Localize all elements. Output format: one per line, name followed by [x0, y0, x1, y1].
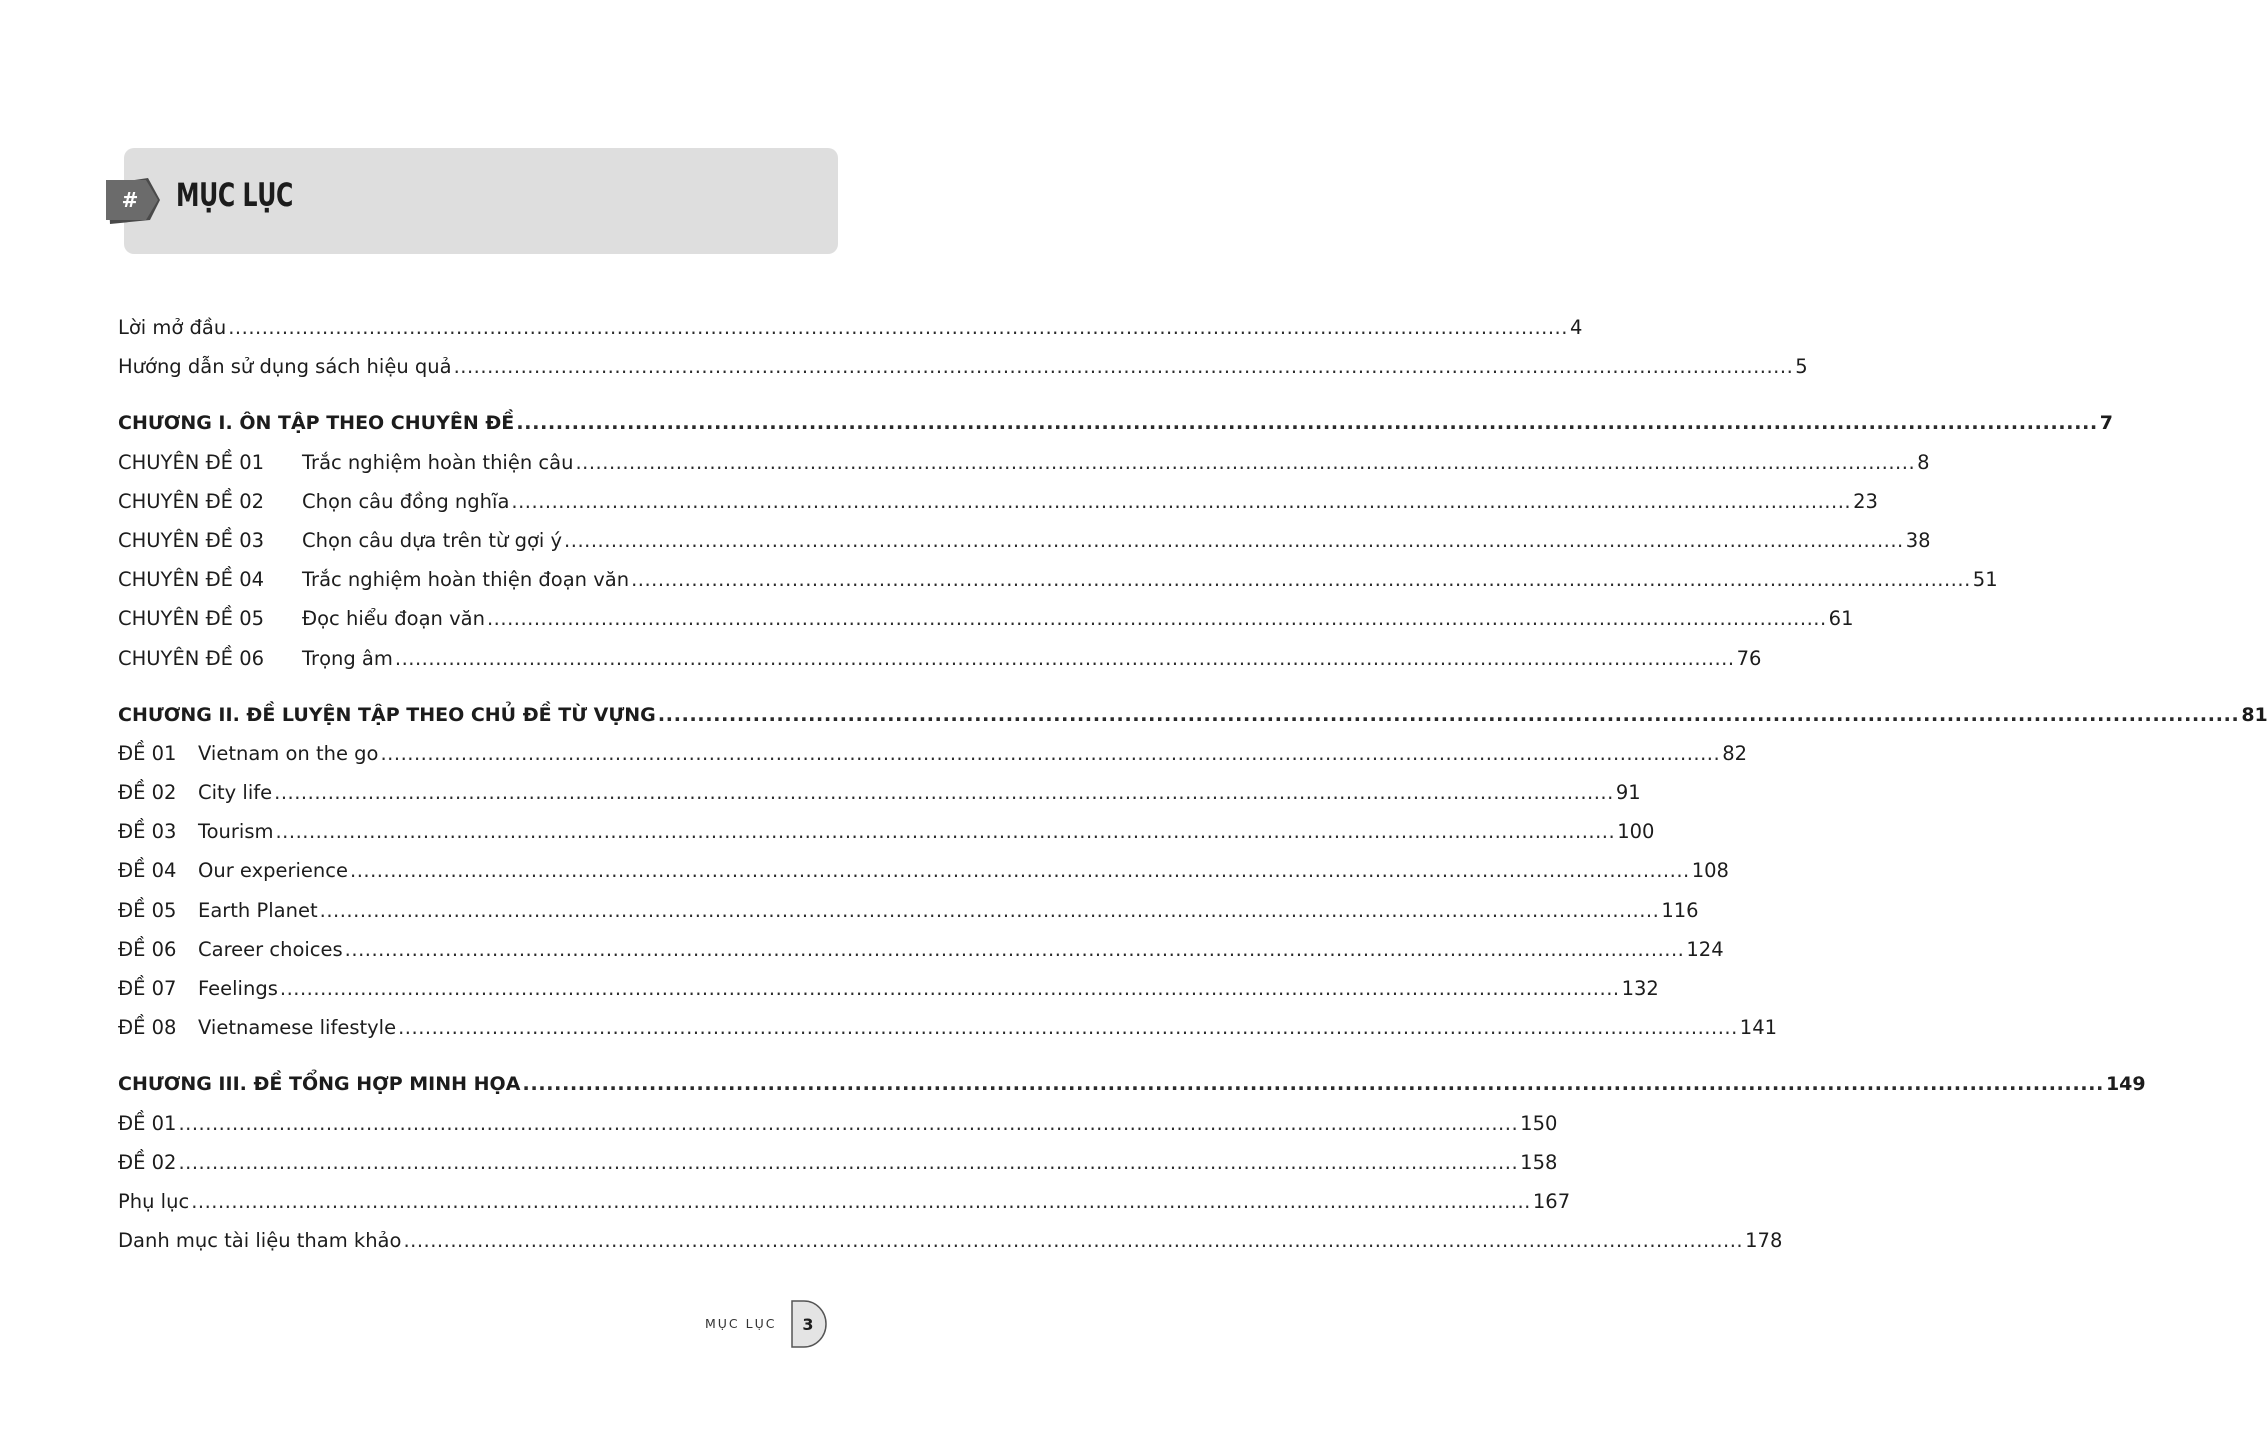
toc-entry[interactable] — [118, 1221, 1783, 1260]
dot-leader: ........................................................................................................................................................................................................ — [631, 568, 1971, 592]
dot-leader: ........................................................................................................................................................................................................ — [344, 937, 1685, 961]
toc-page-number: 158 — [1520, 1150, 1558, 1174]
dot-leader: ........................................................................................................................................................................................................ — [394, 646, 1735, 670]
toc-entry-label: ĐỀ 01 — [118, 1111, 177, 1135]
topic-code: CHUYÊN ĐỀ 01 — [118, 450, 265, 474]
footer-section-label: MỤC LỤC — [705, 1316, 777, 1331]
toc-entry[interactable] — [118, 1104, 1558, 1143]
toc-entry-label: Trắc nghiệm hoàn thiện đoạn văn — [302, 568, 630, 592]
dot-leader: ........................................................................................................................................................................................................ — [319, 898, 1660, 922]
toc-entry-label: Trọng âm — [302, 646, 393, 670]
toc-page-number: 132 — [1621, 977, 1659, 1000]
toc-entry-label: Our experience — [198, 859, 349, 883]
toc-entry-label: Chọn câu đồng nghĩa — [302, 489, 510, 513]
hash-symbol: # — [121, 188, 139, 212]
toc-entry[interactable] — [118, 1143, 1558, 1182]
toc-entry-label: Tourism — [198, 820, 274, 844]
toc-page-number: 82 — [1722, 741, 1748, 765]
toc-entry[interactable] — [118, 599, 1854, 638]
dot-leader: ........................................................................................................................................................................................................ — [178, 1111, 1519, 1135]
topic-code: CHUYÊN ĐỀ 02 — [118, 489, 265, 513]
toc-entry-label: Vietnam on the go — [198, 741, 379, 765]
toc-chapter-1[interactable] — [118, 403, 2114, 442]
toc-page-number: 8 — [1917, 450, 1930, 474]
topic-code: CHUYÊN ĐỀ 04 — [118, 568, 265, 592]
toc-page-number: 167 — [1532, 1189, 1571, 1213]
toc-page-number: 91 — [1615, 781, 1641, 805]
dot-leader: ........................................................................................................................................................................................................ — [403, 1229, 1744, 1253]
exercise-code: ĐỀ 06 — [118, 937, 177, 961]
toc-entry-label: Lời mở đầu — [118, 316, 227, 339]
toc-entry[interactable] — [118, 639, 1762, 678]
toc-page-number: 149 — [2105, 1073, 2146, 1096]
toc-entry-label: City life — [198, 781, 273, 805]
dot-leader: ........................................................................................................................................................................................................ — [522, 1072, 2104, 1096]
topic-code: CHUYÊN ĐỀ 06 — [118, 646, 265, 670]
toc-entry[interactable] — [118, 1008, 1778, 1047]
toc-page-number: 108 — [1691, 859, 1729, 883]
toc-entry[interactable] — [118, 560, 1998, 599]
dot-leader: ........................................................................................................................................................................................................ — [486, 607, 1827, 631]
dot-leader: ........................................................................................................................................................................................................ — [380, 741, 1721, 765]
toc-entry-label: Danh mục tài liệu tham khảo — [118, 1229, 402, 1253]
table-of-contents — [118, 308, 2268, 1260]
topic-code: CHUYÊN ĐỀ 05 — [118, 607, 265, 631]
toc-page-number: 23 — [1853, 489, 1878, 513]
toc-page-number: 81 — [2241, 703, 2268, 726]
toc-page-number: 51 — [1972, 568, 1998, 592]
toc-entry-label: Trắc nghiệm hoàn thiện câu — [302, 450, 574, 474]
toc-entry[interactable] — [118, 930, 1724, 969]
exercise-code: ĐỀ 07 — [118, 977, 177, 1000]
toc-page-number: 4 — [1569, 316, 1583, 339]
toc-entry[interactable] — [118, 773, 1641, 812]
dot-leader: ........................................................................................................................................................................................................ — [228, 316, 1568, 339]
chapter-title: CHƯƠNG II. ĐỀ LUYỆN TẬP THEO CHỦ ĐỀ TỪ VỰNG — [118, 703, 656, 726]
dot-leader: ........................................................................................................................................................................................................ — [279, 977, 1620, 1000]
toc-entry[interactable] — [118, 482, 1878, 521]
page-number: 3 — [802, 1314, 814, 1334]
toc-entry[interactable] — [118, 734, 1748, 773]
toc-entry-label: Phụ lục — [118, 1189, 190, 1213]
dot-leader: ........................................................................................................................................................................................................ — [453, 355, 1794, 379]
topic-code: CHUYÊN ĐỀ 03 — [118, 528, 265, 552]
toc-entry[interactable] — [118, 521, 1931, 560]
exercise-code: ĐỀ 01 — [118, 741, 177, 765]
toc-entry-label: Đọc hiểu đoạn văn — [302, 607, 485, 631]
dot-leader: ........................................................................................................................................................................................................ — [657, 702, 2240, 726]
exercise-code: ĐỀ 03 — [118, 820, 177, 844]
toc-page-number: 116 — [1661, 898, 1699, 922]
toc-entry[interactable] — [118, 969, 1659, 1008]
dot-leader: ........................................................................................................................................................................................................ — [191, 1189, 1531, 1213]
exercise-code: ĐỀ 04 — [118, 859, 177, 883]
toc-page-number: 178 — [1745, 1229, 1783, 1253]
toc-page-number: 124 — [1686, 937, 1724, 961]
dot-leader: ........................................................................................................................................................................................................ — [398, 1016, 1738, 1040]
chapter-title: CHƯƠNG I. ÔN TẬP THEO CHUYÊN ĐỀ — [118, 412, 515, 435]
exercise-code: ĐỀ 02 — [118, 781, 177, 805]
chapter-title: CHƯƠNG III. ĐỀ TỔNG HỢP MINH HỌA — [118, 1073, 521, 1096]
toc-page-number: 141 — [1739, 1016, 1778, 1040]
toc-entry-label: Feelings — [198, 977, 278, 1000]
toc-chapter-3[interactable] — [118, 1064, 2146, 1103]
dot-leader: ........................................................................................................................................................................................................ — [575, 450, 1916, 474]
toc-page-number: 7 — [2099, 412, 2114, 435]
toc-chapter-2[interactable] — [118, 695, 2268, 734]
exercise-code: ĐỀ 05 — [118, 898, 177, 922]
dot-leader: ........................................................................................................................................................................................................ — [350, 859, 1690, 883]
dot-leader: ........................................................................................................................................................................................................ — [511, 489, 1852, 513]
toc-page-number: 5 — [1795, 355, 1808, 379]
toc-entry-guide[interactable] — [118, 347, 1808, 386]
toc-page-number: 61 — [1828, 607, 1854, 631]
toc-entry-intro[interactable] — [118, 308, 1583, 347]
exercise-code: ĐỀ 08 — [118, 1016, 177, 1040]
dot-leader: ........................................................................................................................................................................................................ — [516, 411, 2098, 435]
toc-entry-label: Career choices — [198, 937, 343, 961]
toc-entry[interactable] — [118, 812, 1655, 851]
toc-entry-label: ĐỀ 02 — [118, 1150, 177, 1174]
toc-entry[interactable] — [118, 443, 1930, 482]
toc-page-number: 76 — [1736, 646, 1762, 670]
page-title: MỤC LỤC — [176, 176, 293, 214]
dot-leader: ........................................................................................................................................................................................................ — [564, 528, 1904, 552]
dot-leader: ........................................................................................................................................................................................................ — [274, 781, 1614, 805]
toc-entry-label: Vietnamese lifestyle — [198, 1016, 397, 1040]
toc-entry[interactable] — [118, 851, 1729, 890]
dot-leader: ........................................................................................................................................................................................................ — [275, 820, 1616, 844]
toc-entry[interactable] — [118, 891, 1699, 930]
dot-leader: ........................................................................................................................................................................................................ — [178, 1150, 1519, 1174]
toc-page-number: 150 — [1520, 1111, 1558, 1135]
toc-page-number: 100 — [1617, 820, 1655, 844]
toc-entry-label: Hướng dẫn sử dụng sách hiệu quả — [118, 355, 452, 379]
toc-entry-label: Earth Planet — [198, 898, 318, 922]
toc-page-number: 38 — [1905, 528, 1931, 552]
toc-entry-label: Chọn câu dựa trên từ gợi ý — [302, 528, 563, 552]
toc-entry[interactable] — [118, 1182, 1571, 1221]
